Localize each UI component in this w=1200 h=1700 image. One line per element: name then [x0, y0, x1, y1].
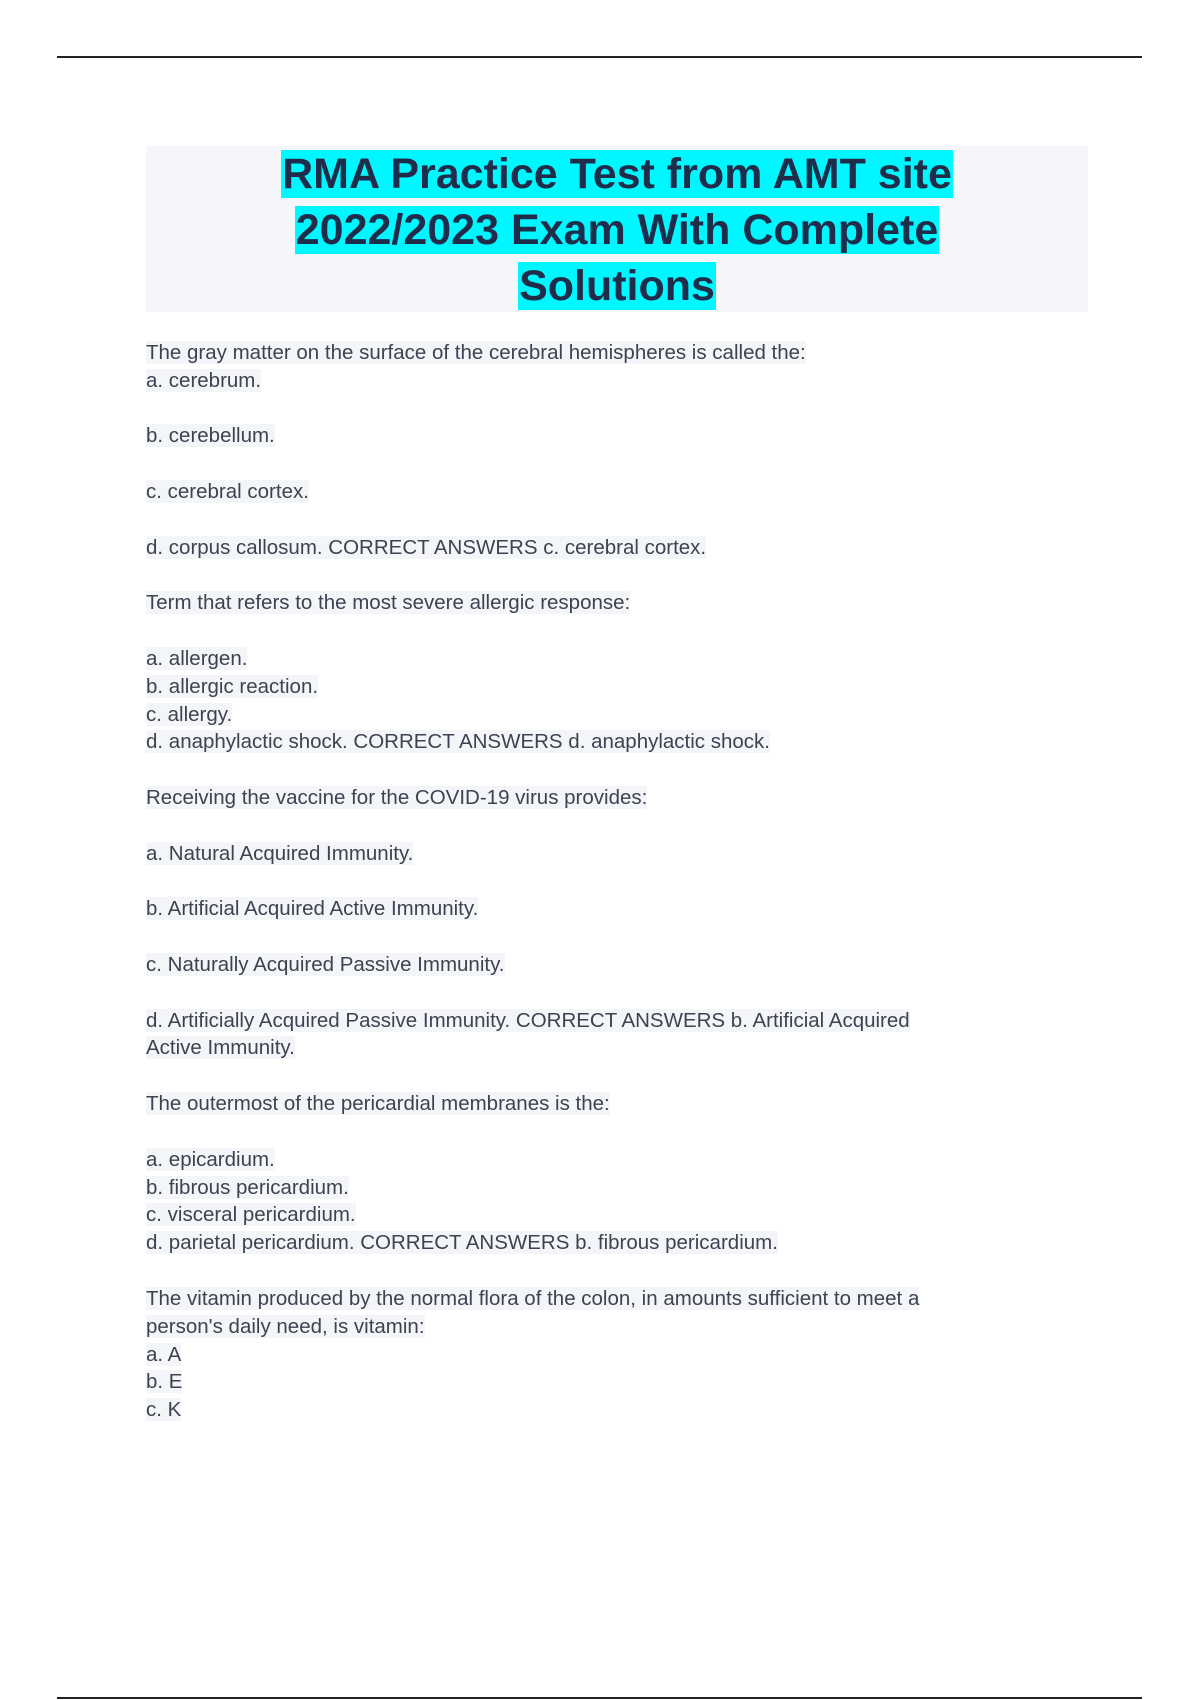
question-prompt-line-2: person's daily need, is vitamin: — [146, 1314, 425, 1338]
option-b: b. cerebellum. — [146, 424, 275, 448]
question-2 — [146, 589, 1076, 756]
question-prompt-line-1: The vitamin produced by the normal flora of the colon, in amounts sufficient to meet a — [146, 1286, 920, 1310]
header-rule — [57, 56, 1142, 58]
option-b: b. fibrous pericardium. — [146, 1175, 349, 1199]
footer-rule — [57, 1697, 1142, 1699]
option-a: a. Natural Acquired Immunity. — [146, 841, 414, 865]
question-prompt: The gray matter on the surface of the cerebral hemispheres is called the: — [146, 341, 806, 364]
option-a: a. epicardium. — [146, 1147, 275, 1171]
option-c: c. K — [146, 1398, 182, 1422]
title-line-2: 2022/2023 Exam With Complete — [295, 206, 939, 254]
option-c: c. cerebral cortex. — [146, 479, 309, 503]
option-d-with-answer: d. anaphylactic shock. CORRECT ANSWERS d. anaphylactic shock. — [146, 730, 770, 754]
title-line-3: Solutions — [519, 262, 715, 310]
question-4 — [146, 1090, 1076, 1257]
option-a: a. allergen. — [146, 646, 248, 670]
option-c: c. visceral pericardium. — [146, 1203, 356, 1227]
title-box — [146, 146, 1088, 312]
option-b: b. Artificial Acquired Active Immunity. — [146, 897, 479, 921]
option-a: a. A — [146, 1342, 182, 1366]
option-d-with-answer: d. Artificially Acquired Passive Immunity. CORRECT ANSWERS b. Artificial Acquired — [146, 1008, 910, 1032]
question-3 — [146, 784, 1076, 1062]
question-prompt: Term that refers to the most severe allergic response: — [146, 591, 631, 615]
option-d-continuation: Active Immunity. — [146, 1036, 295, 1060]
question-prompt: Receiving the vaccine for the COVID-19 virus provides: — [146, 786, 648, 810]
option-a: a. cerebrum. — [146, 368, 262, 392]
option-b: b. allergic reaction. — [146, 674, 319, 698]
question-prompt: The outermost of the pericardial membranes is the: — [146, 1092, 610, 1116]
document-body — [146, 339, 1076, 1424]
option-c: c. allergy. — [146, 702, 233, 726]
option-c: c. Naturally Acquired Passive Immunity. — [146, 952, 505, 976]
title-line-1: RMA Practice Test from AMT site — [282, 150, 952, 198]
document-title — [146, 146, 1088, 314]
question-1 — [146, 339, 1076, 561]
option-b: b. E — [146, 1370, 183, 1394]
option-d-with-answer: d. parietal pericardium. CORRECT ANSWERS b. fibrous pericardium. — [146, 1231, 778, 1255]
option-d-with-answer: d. corpus callosum. CORRECT ANSWERS c. cerebral cortex. — [146, 535, 707, 559]
question-5 — [146, 1285, 1076, 1424]
